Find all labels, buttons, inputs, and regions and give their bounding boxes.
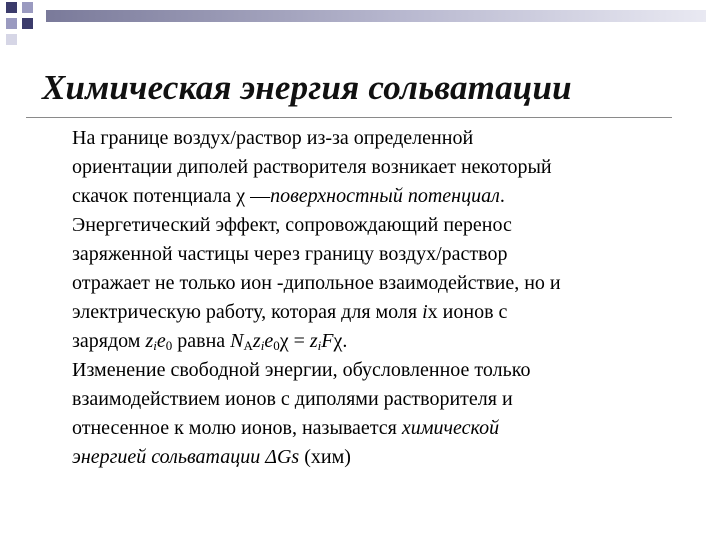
decor-square-light [6,34,17,45]
body-line: скачок потенциала χ —поверхностный потенциал. [72,185,505,207]
body-line: Изменение свободной энергии, обусловленное только [72,359,531,381]
body-line: ориентации диполей растворителя возникает некоторый [72,156,552,178]
decor-square-dark [6,2,17,13]
body-line: На границе воздух/раствор из-за определенной [72,127,474,149]
title-divider [26,117,672,118]
body-line: заряженной частицы через границу воздух/раствор [72,243,508,265]
term-surface-potential: поверхностный потенциал [270,185,500,207]
slide-body [72,124,702,472]
body-line: электрическую работу, которая для моля iх ионов с [72,301,508,323]
decor-square-dark-2 [22,18,33,29]
chi-symbol: χ [236,185,246,207]
decor-square-mid [22,2,33,13]
body-line: Энергетический эффект, сопровождающий перенос [72,214,512,236]
term-solvation-energy: энергией сольватации [72,446,261,468]
body-line: отнесенное к молю ионов, называется химической [72,417,500,439]
slide-title: Химическая энергия сольватации [42,68,572,107]
body-line: отражает не только ион -дипольное взаимодействие, но и [72,272,561,294]
body-line: взаимодействием ионов с диполями растворителя и [72,388,513,410]
term-chemical: химической [401,417,500,439]
decor-gradient-bar [46,10,706,22]
decor-square-mid-2 [6,18,17,29]
formula-line: зарядом $z_ie_0$ равна $N_Az_ie_0\chi = z_iF\chi$. [72,330,348,353]
body-line: энергией сольватации ΔGs (хим) [72,446,351,468]
